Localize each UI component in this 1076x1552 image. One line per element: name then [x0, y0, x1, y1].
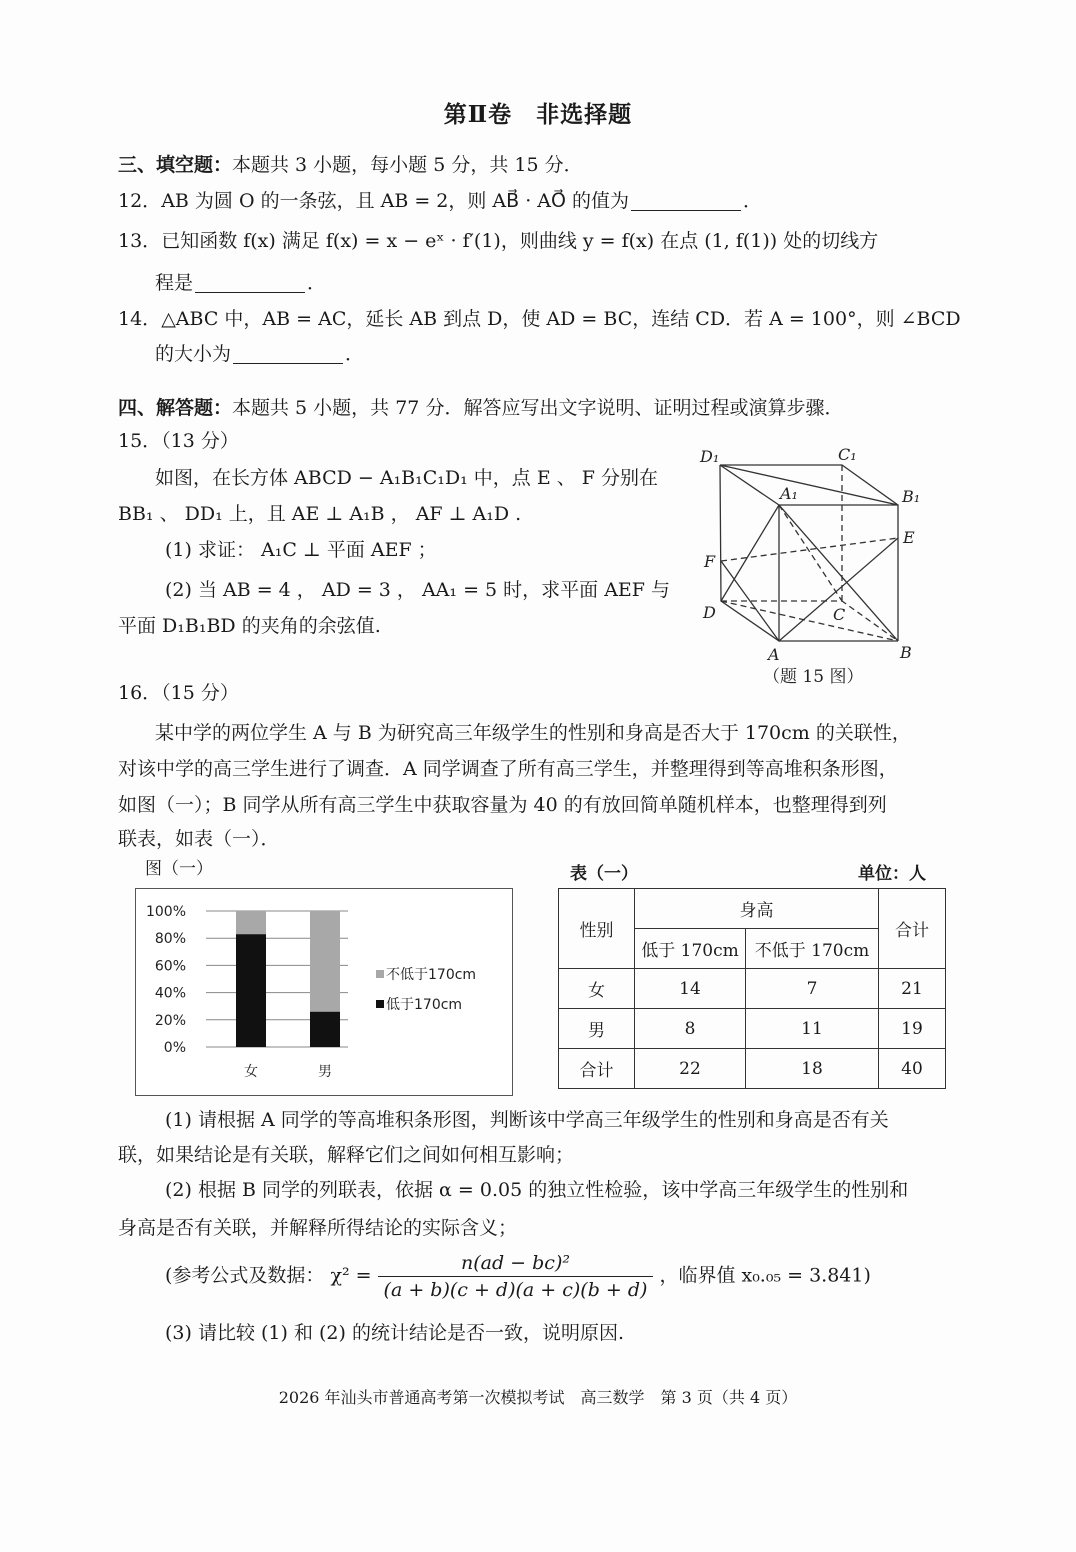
header-notlow: 不低于 170cm: [746, 929, 879, 969]
label-A1: A₁: [780, 484, 798, 503]
cell: 14: [635, 969, 746, 1009]
question-13: 13．已知函数 f(x) 满足 f(x) = x − eˣ · f′(1)，则曲线 y = f(x) 在点 (1, f(1)) 处的切线方: [118, 230, 879, 252]
chi-square-fraction: [378, 1250, 654, 1303]
legend-swatch: [376, 1000, 384, 1008]
cell: 合计: [559, 1049, 635, 1089]
q16-part1: (1) 请根据 A 同学的等高堆积条形图，判断该中学高三年级学生的性别和身高是否有关: [165, 1109, 889, 1131]
question-14: 14．△ABC 中，AB = AC，延长 AB 到点 D，使 AD = BC，连结 CD．若 A = 100°，则 ∠BCD: [118, 308, 961, 330]
cell: 19: [879, 1009, 946, 1049]
formula-suffix: ，临界值 x₀.₀₅ = 3.841): [659, 1264, 871, 1287]
label-D1: D₁: [700, 447, 720, 466]
bar-segment: [236, 934, 266, 1047]
question-13-cont: 程是 ．: [155, 272, 327, 294]
cell: 女: [559, 969, 635, 1009]
q15-line: 如图，在长方体 ABCD − A₁B₁C₁D₁ 中，点 E 、 F 分别在: [155, 467, 659, 489]
y-tick-label: 20%: [154, 1012, 186, 1029]
q16-part3: (3) 请比较 (1) 和 (2) 的统计结论是否一致，说明原因.: [165, 1322, 624, 1344]
cuboid-figure: [0, 0, 1076, 700]
x-tick-label: 女: [244, 1064, 258, 1080]
question-12: 12．AB 为圆 O 的一条弦，且 AB = 2，则 AB⃗ · AO⃗ 的值为 ．: [118, 190, 763, 212]
bar-segment: [310, 911, 340, 1012]
figure-caption: （题 15 图）: [763, 667, 864, 687]
q16-para: 对该中学的高三学生进行了调查．A 同学调查了所有高三学生，并整理得到等高堆积条形图，: [118, 758, 898, 780]
denominator: (a + b)(c + d)(a + c)(b + d): [383, 1279, 648, 1301]
q15-header: 15．（13 分）: [118, 430, 239, 452]
table-row: [559, 969, 946, 1009]
page-title: 第Ⅱ卷 非选择题: [443, 101, 633, 128]
q16-part2-cont: 身高是否有关联，并解释所得结论的实际含义；: [118, 1217, 518, 1239]
header-low: 低于 170cm: [635, 929, 746, 969]
q16-header: 16．（15 分）: [118, 682, 239, 704]
q16-part2: (2) 根据 B 同学的列联表，依据 α = 0.05 的独立性检验，该中学高三年级学生的性别和: [165, 1179, 909, 1201]
table-row: [559, 1049, 946, 1089]
y-tick-label: 0%: [163, 1040, 186, 1056]
y-tick-label: 60%: [154, 958, 186, 975]
q16-para: 某中学的两位学生 A 与 B 为研究高三年级学生的性别和身高是否大于 170cm 的关联性，: [155, 722, 911, 744]
numerator: n(ad − bc)²: [378, 1250, 654, 1277]
legend-swatch: [376, 970, 384, 978]
section-3-heading: 三、填空题：本题共 3 小题，每小题 5 分，共 15 分．: [118, 154, 583, 176]
x-tick-label: 男: [318, 1064, 332, 1080]
question-14-cont: 的大小为 ．: [155, 343, 365, 365]
label-B1: B₁: [902, 487, 921, 506]
table-unit: 单位：人: [858, 864, 926, 884]
q15-part1: (1) 求证： A₁C ⊥ 平面 AEF ；: [165, 539, 437, 561]
q16-para: 联表，如表（一）．: [118, 828, 280, 850]
formula-prefix: (参考公式及数据： χ² =: [165, 1264, 372, 1287]
q15-line: BB₁ 、 DD₁ 上，且 AE ⊥ A₁B ， AF ⊥ A₁D .: [118, 503, 522, 525]
bar-segment: [310, 1012, 340, 1047]
label-F: F: [704, 552, 716, 571]
cell: 7: [746, 969, 879, 1009]
cell: 8: [635, 1009, 746, 1049]
label-D: D: [703, 603, 716, 622]
label-B: B: [900, 643, 912, 662]
label-A: A: [768, 645, 780, 664]
cell: 22: [635, 1049, 746, 1089]
cell: 18: [746, 1049, 879, 1089]
y-tick-label: 100%: [145, 904, 186, 920]
header-height: 身高: [635, 889, 879, 929]
cell: 男: [559, 1009, 635, 1049]
figure-1-label: 图（一）: [145, 859, 213, 879]
q16-para: 如图（一）；B 同学从所有高三学生中获取容量为 40 的有放回简单随机样本，也整理得到列: [118, 794, 887, 816]
stacked-bar-chart: [135, 888, 513, 1096]
cell: 40: [879, 1049, 946, 1089]
section-4-heading: 四、解答题：本题共 5 小题，共 77 分．解答应写出文字说明、证明过程或演算步骤．: [118, 397, 844, 419]
q15-line: 平面 D₁B₁BD 的夹角的余弦值.: [118, 615, 381, 637]
page-footer: 2026 年汕头市普通高考第一次模拟考试 高三数学 第 3 页（共 4 页）: [278, 1388, 798, 1407]
y-tick-label: 80%: [154, 931, 186, 948]
header-sex: 性别: [559, 889, 635, 969]
bar-segment: [236, 911, 266, 934]
cell: 11: [746, 1009, 879, 1049]
label-C: C: [833, 605, 846, 624]
legend-label: 不低于170cm: [386, 967, 477, 983]
table-1-label: 表（一）: [570, 864, 638, 884]
y-tick-label: 40%: [154, 985, 186, 1002]
legend-label: 低于170cm: [386, 997, 463, 1013]
q16-part1-cont: 联，如果结论是有关联，解释它们之间如何相互影响；: [118, 1144, 575, 1166]
label-E: E: [903, 528, 915, 547]
label-C1: C₁: [838, 445, 857, 464]
reference-formula: [165, 1250, 871, 1303]
contingency-table: [558, 888, 946, 1089]
header-total: 合计: [879, 889, 946, 969]
q15-part2: (2) 当 AB = 4 ， AD = 3 ， AA₁ = 5 时，求平面 AEF 与: [165, 579, 671, 601]
table-row: [559, 1009, 946, 1049]
cell: 21: [879, 969, 946, 1009]
